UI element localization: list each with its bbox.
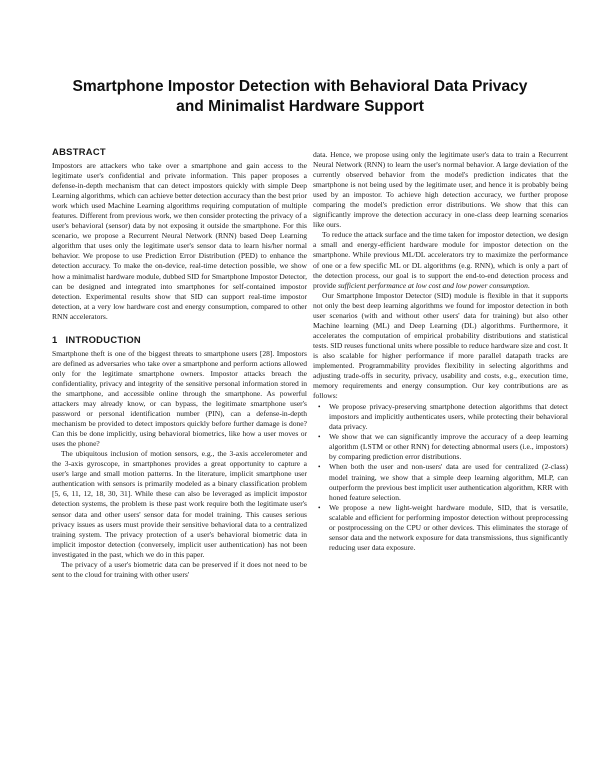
intro-heading (52, 334, 307, 346)
title-line-1: Smartphone Impostor Detection with Behavioral Data Privacy (72, 78, 528, 95)
list-item (313, 462, 568, 502)
right-column (313, 150, 568, 553)
title-line-2: and Minimalist Hardware Support (176, 97, 424, 115)
intro-paragraph-1: Smartphone theft is one of the biggest threats to smartphone users [28]. Impostors are defined as adversaries who take over a smartphone and perform actions allowed only for the legitimate smartphone owners. Impostor attacks breach the confidentiality, privacy and integrity of the sensitive personal information stored in the smartphone, and accessible online through the smartphone. As powerful attackers may already know, or can bypass, the legitimate smartphone user's password or personal identification number (PIN), can a defense-in-depth mechanism be provided to detect impostors quickly before further damage is done? Can this be done implicitly, using behavioral biometrics, like how a user moves or uses the phone? (52, 348, 307, 449)
right-paragraph-2-emphasis: sufficient performance at low cost and low power consumption (337, 280, 528, 290)
list-item-text: We propose privacy-preserving smartphone detection algorithms that detect impostors and implicitly authenticates users, while protecting their behavioral data privacy. (329, 402, 568, 432)
right-paragraph-2-end: . (527, 280, 530, 290)
paper-title (40, 77, 560, 116)
intro-section-number: 1 (52, 333, 58, 345)
bullet-icon: • (318, 433, 321, 442)
abstract-text: Impostors are attackers who take over a smartphone and gain access to the legitimate user's confidential and private information. This paper proposes a defense-in-depth mechanism that can detect impostors quickly with simple Deep Learning algorithms, which can achieve better detection accuracy than the best prior work which used Machine Learning algorithms requiring computation of multiple features. Different from previous work, we then consider protecting the privacy of a user's behavioral (sensor) data by not exposing it outside the smartphone. For this scenario, we propose a Recurrent Neural Network (RNN) based Deep Learning algorithm that uses only the legitimate user's sensor data to learn his/her normal behavior. We propose to use Prediction Error Distribution (PED) to enhance the detection accuracy. To make the on-device, real-time detection possible, we show how a minimalist hardware module, dubbed SID for Smartphone Impostor Detector, can be designed and integrated into smartphones for self-contained impostor detection. Experimental results show that SID can support real-time impostor detection, at a very low hardware cost and energy consumption, compared to other RNN accelerators. (52, 161, 307, 321)
list-item-text: We propose a new light-weight hardware module, SID, that is versatile, scalable and efficient for performing impostor detection without preprocessing or postprocessing on the CPU or other devices. This eliminates the storage of sensor data and the network exposure for data transmissions, thus significantly reducing user data exposure. (329, 502, 568, 552)
left-column (52, 146, 307, 580)
right-paragraph-2-text: To reduce the attack surface and the time taken for impostor detection, we design a small and energy-efficient hardware module for impostor detection on the smartphone. While previous ML/DL accelerators try to maximize the performance of one or a few specific ML or DL algorithms (e.g. RNN), which is only a part of the detection process, our goal is to support the end-to-end detection process and provide (313, 230, 568, 290)
right-paragraph-1: data. Hence, we propose using only the legitimate user's data to train a Recurrent Neural Network (RNN) to learn the user's normal behavior. A large deviation of the currently observed behavior from the model's prediction indicates that the smartphone is not being used by the legitimate user, and hence it is probably being used by an impostor. To achieve high detection accuracy, we further propose comparing the model's prediction error distributions. We show that this can significantly improve the detection accuracy in one-class deep learning scenarios like ours. (313, 150, 568, 230)
intro-paragraph-2: The ubiquitous inclusion of motion sensors, e.g., the 3-axis accelerometer and the 3-axis gyroscope, in smartphones provides a great opportunity to capture a user's large and small motion patterns. In the literature, implicit smartphone user authentication with sensors is primarily modeled as a binary classification problem [5, 6, 11, 12, 18, 30, 31]. While these can also be leveraged as implicit impostor detection systems, the problem is these past work require both the legitimate user's sensor data and other users' sensor data for model training. This causes serious privacy issues as users must provide their sensitive behavioral data to a centralized training system. The privacy protection of a user's behavioral biometric data in implicit impostor detection (conversely, implicit user authentication) has not been investigated in the past, which we do in this paper. (52, 449, 307, 559)
contributions-list (313, 402, 568, 553)
intro-heading-text: INTRODUCTION (65, 333, 141, 345)
list-item (313, 432, 568, 462)
bullet-icon: • (318, 503, 321, 512)
abstract-heading: ABSTRACT (52, 146, 106, 157)
list-item (313, 402, 568, 432)
list-item-text: We show that we can significantly improve the accuracy of a deep learning algorithm (LSTM or other RNN) for detecting abnormal users (i.e., impostors) by comparing prediction error distributions. (329, 432, 568, 462)
list-item (313, 503, 568, 553)
right-paragraph-3: Our Smartphone Impostor Detector (SID) module is flexible in that it supports not only the best deep learning algorithms we found for impostor detection in both user scenarios (with and without other users' data for training) but also other Machine learning (ML) and Deep Learning (DL) algorithms. Furthermore, it accelerates the computation of empirical probability distributions and statistical tests. SID reuses functional units where possible to reduce hardware size and cost. It is also scalable for higher performance if more parallel datapath tracks are implemented. Programmability provides flexibility in selecting algorithms and adjusting trade-offs in security, privacy, usability and costs, e.g., execution time, memory requirements and energy consumption. Our key contributions are as follows: (313, 290, 568, 401)
intro-paragraph-3: The privacy of a user's biometric data can be preserved if it does not need to be sent to the cloud for training with other users' (52, 559, 307, 579)
bullet-icon: • (318, 463, 321, 472)
right-paragraph-2 (313, 230, 568, 290)
list-item-text: When both the user and non-users' data are used for centralized (2-class) model training, we show that a simple deep learning algorithm, MLP, can outperform the previous best implicit user authentication algorithm, KRR with honed feature selection. (329, 462, 568, 502)
bullet-icon: • (318, 403, 321, 412)
